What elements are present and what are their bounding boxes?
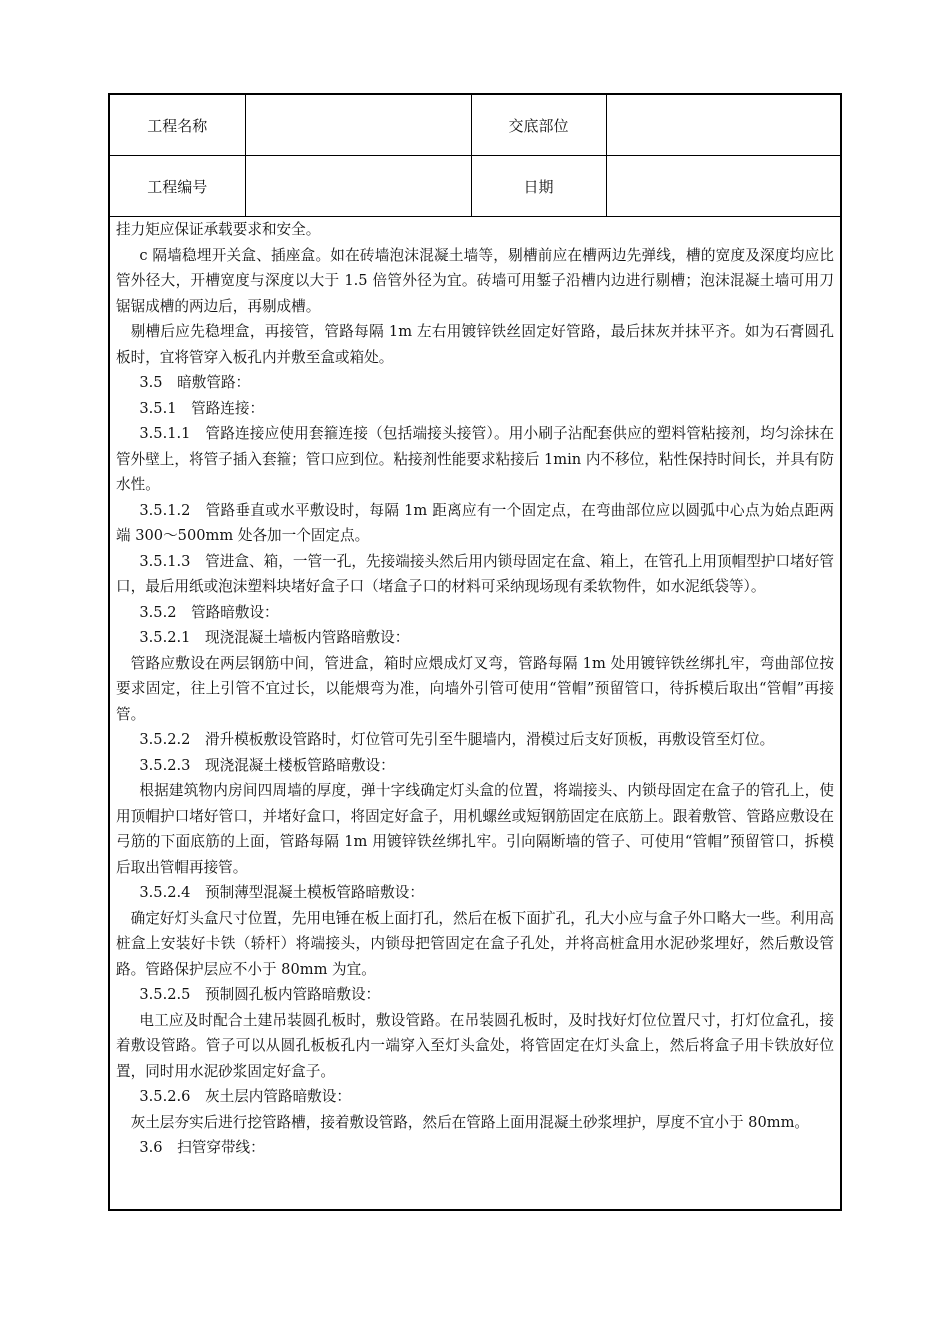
- body-paragraph: 灰土层夯实后进行挖管路槽，接着敷设管路，然后在管路上面用混凝土砂浆埋护，厚度不宜小于 80mm。: [130, 1113, 810, 1131]
- body-paragraph: 3.5.1 管路连接：: [139, 399, 265, 417]
- location-label: 交底部位: [471, 95, 606, 156]
- project-name-label: 工程名称: [110, 95, 245, 156]
- body-paragraph: 3.5.2.5 预制圆孔板内管路暗敷设：: [139, 986, 381, 1003]
- body-paragraph: 3.5.1.1 管路连接应使用套箍连接（包括端接头接管）。用小刷子沾配套供应的塑料管粘接剂，均匀涂抹在管外壁上，将管子插入套箍；管口应到位。粘接剂性能要求粘接后 1min 内不移位，粘性保持时间长，并具有防水性。: [116, 425, 834, 493]
- location-value: [606, 95, 840, 156]
- body-paragraph: 3.5.1.2 管路垂直或水平敷设时，每隔 1m 距离应有一个固定点，在弯曲部位应以圆弧中心点为始点距两端 300～500mm 处各加一个固定点。: [116, 501, 834, 544]
- body-paragraph: 管路应敷设在两层钢筋中间，管进盒，箱时应煨成灯叉弯，管路每隔 1m 处用镀锌铁丝绑扎牢，弯曲部位按要求固定，往上引管不宜过长，以能煨弯为准，向墙外引管可使用“管帽”预留管口，待拆模后取出“管帽”再接管。: [116, 654, 834, 723]
- document-body: [110, 217, 840, 1161]
- body-paragraph: 3.5.2 管路暗敷设：: [139, 603, 279, 621]
- header-table: [110, 95, 840, 217]
- body-paragraph: 电工应及时配合土建吊装圆孔板时，敷设管路。在吊装圆孔板时，及时找好灯位位置尺寸，打灯位盒孔，接着敷设管路。管子可以从圆孔板板孔内一端穿入至灯头盒处，将管固定在灯头盒上，然后将盒子用卡铁放好位置，同时用水泥砂浆固定好盒子。: [116, 1011, 834, 1080]
- project-no-label: 工程编号: [110, 156, 245, 217]
- body-paragraph: 剔槽后应先稳埋盒，再接管，管路每隔 1m 左右用镀锌铁丝固定好管路，最后抹灰并抹平齐。如为石膏圆孔板时，宜将管穿入板孔内并敷至盒或箱处。: [116, 323, 834, 366]
- date-label: 日期: [471, 156, 606, 217]
- project-name-value: [245, 95, 471, 156]
- body-paragraph: 3.5.1.3 管进盒、箱，一管一孔，先接端接头然后用内锁母固定在盒、箱上，在管孔上用顶帽型护口堵好管口，最后用纸或泡沫塑料块堵好盒子口（堵盒子口的材料可采纳现场现有柔软物件，如水泥纸袋等）。: [116, 552, 834, 595]
- body-paragraph: 确定好灯头盒尺寸位置，先用电锤在板上面打孔，然后在板下面扩孔，孔大小应与盒子外口略大一些。利用高桩盒上安装好卡铁（轿杆）将端接头，内锁母把管固定在盒子孔处，并将高桩盒用水泥砂浆埋好，然后敷设管路。管路保护层应不小于 80mm 为宜。: [116, 909, 834, 978]
- header-row-2: [110, 156, 840, 217]
- body-paragraph: 3.5 暗敷管路：: [139, 374, 251, 391]
- body-paragraph: 3.5.2.2 滑升模板敷设管路时，灯位管可先引至牛腿墙内，滑模过后支好顶板，再敷设管至灯位。: [139, 731, 775, 748]
- header-row-1: [110, 95, 840, 156]
- body-paragraph: c 隔墙稳埋开关盒、插座盒。如在砖墙泡沫混凝土墙等，剔槽前应在槽两边先弹线，槽的宽度及深度均应比管外径大，开槽宽度与深度以大于 1.5 倍管外径为宜。砖墙可用錾子沿槽内边进行剔槽；泡沫混凝土墙可用刀锯锯成槽的两边后，再剔成槽。: [116, 246, 834, 315]
- body-paragraph: 3.6 扫管穿带线：: [139, 1139, 265, 1156]
- disclosure-sheet: [108, 93, 842, 1211]
- body-paragraph: 根据建筑物内房间四周墙的厚度，弹十字线确定灯头盒的位置，将端接头、内锁母固定在盒子的管孔上，使用顶帽护口堵好管口，并堵好盒口，将固定好盒子，用机螺丝或短钢筋固定在底筋上。跟着敷管、管路应敷设在弓筋的下面底筋的上面，管路每隔 1m 用镀锌铁丝绑扎牢。引向隔断墙的管子、可使用“管帽”预留管口，拆模后取出管帽再接管。: [116, 782, 834, 876]
- body-paragraph: 3.5.2.1 现浇混凝土墙板内管路暗敷设：: [139, 629, 410, 646]
- body-paragraph: 3.5.2.6 灰土层内管路暗敷设：: [139, 1088, 351, 1105]
- project-no-value: [245, 156, 471, 217]
- body-paragraph: 挂力矩应保证承载要求和安全。: [116, 221, 321, 238]
- body-paragraph: 3.5.2.3 现浇混凝土楼板管路暗敷设：: [139, 756, 395, 774]
- date-value: [606, 156, 840, 217]
- body-paragraph: 3.5.2.4 预制薄型混凝土模板管路暗敷设：: [139, 884, 424, 901]
